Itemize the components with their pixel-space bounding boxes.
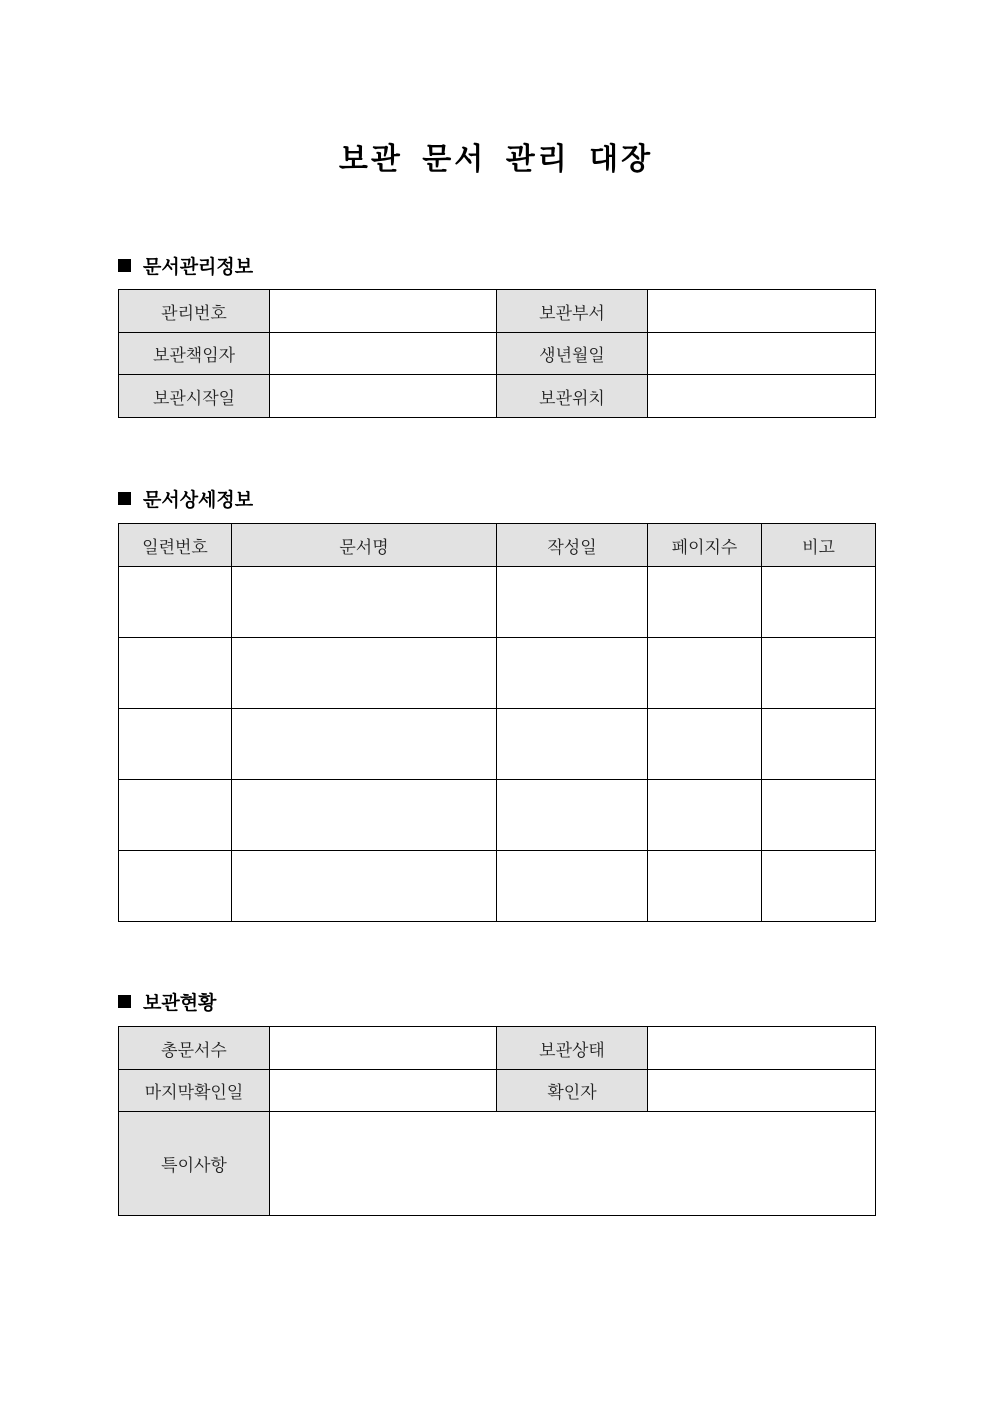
page-count-cell[interactable] xyxy=(648,709,762,780)
label-cell: 보관시작일 xyxy=(119,375,270,418)
page-count-cell[interactable] xyxy=(648,780,762,851)
created-date-cell[interactable] xyxy=(497,709,648,780)
table-row xyxy=(119,333,876,375)
department-field[interactable] xyxy=(648,290,876,333)
serial-cell[interactable] xyxy=(119,567,232,638)
serial-cell[interactable] xyxy=(119,709,232,780)
square-bullet-icon xyxy=(118,995,131,1008)
label-cell: 보관위치 xyxy=(497,375,648,418)
table-row xyxy=(119,1112,876,1216)
table-header-row xyxy=(119,524,876,567)
remarks-cell[interactable] xyxy=(762,567,876,638)
serial-cell[interactable] xyxy=(119,638,232,709)
checker-field[interactable] xyxy=(648,1070,876,1112)
section-heading-label: 문서관리정보 xyxy=(143,255,254,278)
remarks-cell[interactable] xyxy=(762,851,876,922)
label-cell: 특이사항 xyxy=(119,1112,270,1216)
birthdate-field[interactable] xyxy=(648,333,876,375)
table-row xyxy=(119,567,876,638)
label-cell: 관리번호 xyxy=(119,290,270,333)
square-bullet-icon xyxy=(118,259,131,272)
table-row xyxy=(119,851,876,922)
table-row xyxy=(119,709,876,780)
document-detail-table xyxy=(118,523,876,922)
column-header: 일련번호 xyxy=(119,524,232,567)
remarks-cell[interactable] xyxy=(762,780,876,851)
last-check-date-field[interactable] xyxy=(270,1070,497,1112)
label-cell: 보관책임자 xyxy=(119,333,270,375)
created-date-cell[interactable] xyxy=(497,780,648,851)
section-heading-status xyxy=(118,988,216,1014)
document-name-cell[interactable] xyxy=(232,638,497,709)
page-title: 보관 문서 관리 대장 xyxy=(338,142,654,177)
label-cell: 총문서수 xyxy=(119,1027,270,1070)
square-bullet-icon xyxy=(118,492,131,505)
location-field[interactable] xyxy=(648,375,876,418)
total-documents-field[interactable] xyxy=(270,1027,497,1070)
notes-field[interactable] xyxy=(270,1112,876,1216)
table-row xyxy=(119,1070,876,1112)
created-date-cell[interactable] xyxy=(497,638,648,709)
start-date-field[interactable] xyxy=(270,375,497,418)
document-name-cell[interactable] xyxy=(232,851,497,922)
label-cell: 생년월일 xyxy=(497,333,648,375)
manager-field[interactable] xyxy=(270,333,497,375)
section-heading-label: 문서상세정보 xyxy=(143,488,254,511)
page-count-cell[interactable] xyxy=(648,567,762,638)
section-heading-label: 보관현황 xyxy=(143,991,217,1014)
table-row xyxy=(119,375,876,418)
table-row xyxy=(119,638,876,709)
management-info-table xyxy=(118,289,876,418)
document-name-cell[interactable] xyxy=(232,567,497,638)
column-header: 문서명 xyxy=(232,524,497,567)
document-name-cell[interactable] xyxy=(232,780,497,851)
label-cell: 마지막확인일 xyxy=(119,1070,270,1112)
management-number-field[interactable] xyxy=(270,290,497,333)
page-count-cell[interactable] xyxy=(648,638,762,709)
serial-cell[interactable] xyxy=(119,851,232,922)
table-row xyxy=(119,290,876,333)
remarks-cell[interactable] xyxy=(762,638,876,709)
section-heading-details xyxy=(118,485,253,511)
created-date-cell[interactable] xyxy=(497,567,648,638)
page-count-cell[interactable] xyxy=(648,851,762,922)
column-header: 비고 xyxy=(762,524,876,567)
storage-status-table xyxy=(118,1026,876,1216)
column-header: 페이지수 xyxy=(648,524,762,567)
table-row xyxy=(119,780,876,851)
remarks-cell[interactable] xyxy=(762,709,876,780)
label-cell: 확인자 xyxy=(497,1070,648,1112)
section-heading-management xyxy=(118,252,253,278)
column-header: 작성일 xyxy=(497,524,648,567)
created-date-cell[interactable] xyxy=(497,851,648,922)
document-name-cell[interactable] xyxy=(232,709,497,780)
label-cell: 보관부서 xyxy=(497,290,648,333)
serial-cell[interactable] xyxy=(119,780,232,851)
label-cell: 보관상태 xyxy=(497,1027,648,1070)
table-row xyxy=(119,1027,876,1070)
storage-state-field[interactable] xyxy=(648,1027,876,1070)
